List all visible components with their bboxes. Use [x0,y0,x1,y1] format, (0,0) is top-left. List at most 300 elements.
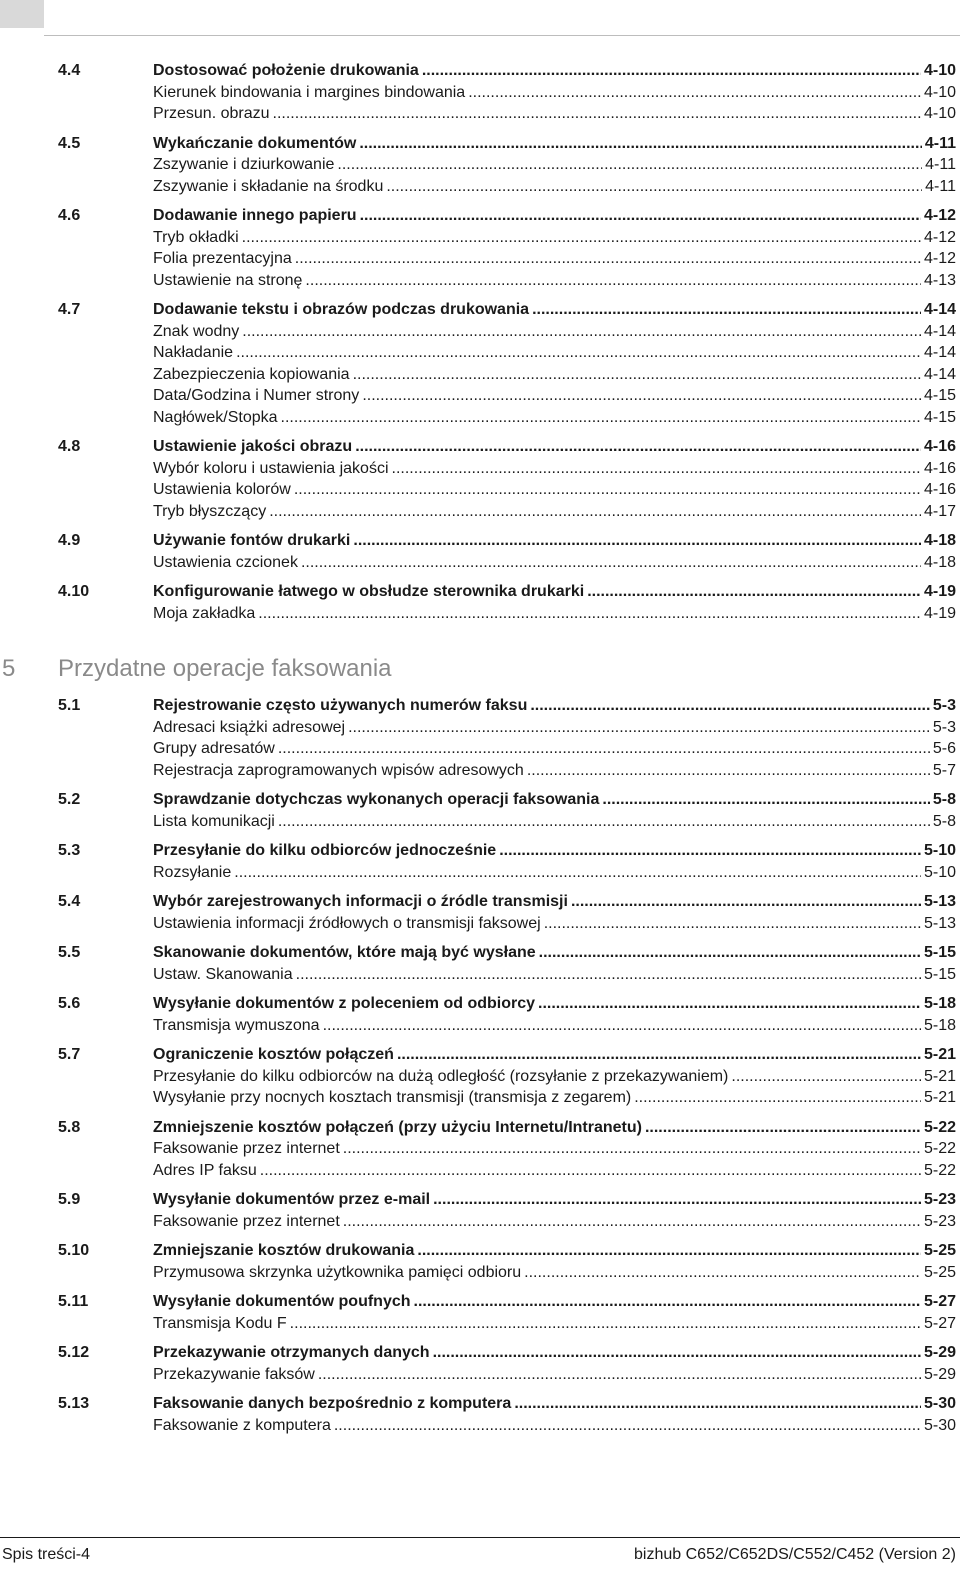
toc-page-number: 5-23 [923,1191,956,1208]
toc-page-number: 5-13 [923,914,956,932]
toc-entry [153,1138,956,1160]
toc-entry-title: Wysyłanie dokumentów poufnych [153,1293,411,1310]
header-tab-marker [0,0,44,28]
toc-dot-leader [392,458,921,480]
toc-page-number: 4-11 [925,177,956,195]
toc-subsection-row[interactable] [0,1138,960,1160]
toc-subsection-row[interactable] [0,385,960,407]
toc-entry-title: Tryb okładki [153,228,239,246]
toc-entry-title: Przesun. obrazu [153,105,270,122]
toc-entry-title: Zabezpieczenia kopiowania [153,365,350,383]
toc-dot-leader [260,1160,921,1182]
toc-entry-title: Ustawienie jakości obrazu [153,438,353,455]
toc-entry-title: Sprawdzanie dotychczas wykonanych operacji faksowania [153,791,600,808]
toc-entry [153,103,956,125]
toc-page-number: 5-22 [923,1118,956,1136]
toc-entry [153,1117,956,1139]
toc-dot-leader [355,436,921,458]
toc-entry [153,738,956,760]
toc-dot-leader [731,1066,921,1088]
toc-section-number: 5.8 [58,1118,81,1136]
toc-page-number: 5-22 [923,1140,956,1157]
toc-entry-title: Przekazywanie otrzymanych danych [153,1344,430,1361]
toc-entry [153,299,956,321]
toc-entry-title: Faksowanie z komputera [153,1416,331,1434]
toc-dot-leader [281,407,921,429]
toc-section-number: 4.10 [58,583,90,600]
toc-section-number: 5.13 [58,1395,90,1412]
toc-dot-leader [544,913,921,935]
toc-dot-leader [645,1117,921,1139]
toc-subsection-row[interactable] [0,603,960,625]
toc-section-row[interactable] [0,530,960,552]
toc-entry [153,862,956,884]
toc-section-number: 5.3 [58,842,81,859]
toc-page-number: 5-18 [923,1016,956,1034]
toc-dot-leader [236,342,921,364]
toc-entry [153,458,956,480]
toc-page-number: 5-25 [923,1242,956,1259]
toc-page-number: 4-14 [923,301,956,318]
toc-page-number: 5-27 [923,1293,956,1310]
toc-page-number: 5-10 [923,842,956,859]
toc-subsection-row[interactable] [0,1313,960,1335]
toc-subsection-row[interactable] [0,811,960,833]
toc-entry [153,133,956,155]
toc-section-number: 4.4 [58,62,81,79]
toc-dot-leader [359,133,922,155]
toc-entry-title: Transmisja wymuszona [153,1016,320,1034]
toc-section-number: 5.1 [58,697,81,714]
toc-subsection-row[interactable] [0,1160,960,1182]
toc-dot-leader [360,205,921,227]
toc-entry [153,581,956,603]
toc-section-row[interactable] [0,299,960,321]
toc-entry [153,479,956,501]
toc-dot-leader [273,103,921,125]
toc-entry [153,176,956,198]
toc-subsection-row[interactable] [0,738,960,760]
toc-dot-leader [343,1211,921,1233]
toc-subsection-row[interactable] [0,717,960,739]
toc-page-number: 4-16 [923,459,956,477]
toc-dot-leader [524,1262,921,1284]
toc-page-number: 5-21 [923,1067,956,1085]
toc-entry-title: Wybór zarejestrowanych informacji o źródle transmisji [153,893,568,910]
toc-entry [153,1211,956,1233]
toc-entry [153,1364,956,1386]
toc-dot-leader [343,1138,921,1160]
footer-rule [0,1537,960,1538]
header-rule [44,35,960,36]
toc-page-number: 5-8 [932,791,956,808]
toc-subsection-row[interactable] [0,1364,960,1386]
toc-entry-title: Folia prezentacyjna [153,250,292,267]
toc-dot-leader [587,581,921,603]
toc-subsection-row[interactable] [0,1015,960,1037]
toc-dot-leader [348,717,930,739]
toc-dot-leader [301,552,921,574]
toc-entry [153,717,956,739]
toc-section-number: 4.6 [58,207,81,224]
toc-entry-title: Rejestrowanie często używanych numerów faksu [153,697,528,714]
toc-section-number: 4.9 [58,532,81,549]
toc-section-number: 5.2 [58,791,81,808]
toc-entry-title: Ustawienie na stronę [153,271,303,289]
toc-entry-title: Skanowanie dokumentów, które mają być wysłane [153,944,536,961]
toc-section-row[interactable] [0,942,960,964]
toc-subsection-row[interactable] [0,1415,960,1437]
footer-product-label: bizhub C652/C652DS/C552/C452 (Version 2) [634,1546,956,1563]
chapter-heading [0,655,960,689]
toc-entry-title: Faksowanie przez internet [153,1140,340,1157]
toc-page-number: 4-12 [923,228,956,246]
toc-entry-title: Faksowanie przez internet [153,1212,340,1230]
toc-dot-leader [532,299,921,321]
toc-dot-leader [530,695,930,717]
toc-dot-leader [397,1044,921,1066]
toc-page-number: 5-6 [932,740,956,757]
toc-page-number: 5-30 [923,1416,956,1434]
toc-entry-title: Nagłówek/Stopka [153,408,278,426]
toc-entry-title: Lista komunikacji [153,812,275,830]
toc-dot-leader [242,227,921,249]
toc-page-number: 4-19 [923,583,956,600]
toc-section-row[interactable] [0,891,960,913]
toc-entry [153,695,956,717]
toc-entry [153,789,956,811]
toc-entry [153,60,956,82]
toc-page-number: 5-23 [923,1212,956,1230]
toc-section-row[interactable] [0,133,960,155]
toc-dot-leader [422,60,921,82]
toc-page-number: 5-18 [923,995,956,1012]
toc-entry [153,1240,956,1262]
toc-entry-title: Ustaw. Skanowania [153,965,293,983]
toc-entry [153,993,956,1015]
toc-section-number: 4.5 [58,134,81,152]
toc-page-number: 5-10 [923,863,956,881]
toc-page-number: 5-15 [923,944,956,961]
toc-entry [153,760,956,782]
toc-page-number: 4-12 [923,207,956,224]
toc-page-number: 4-19 [923,604,956,622]
toc-page-number: 4-11 [925,156,956,173]
toc-subsection-row[interactable] [0,1262,960,1284]
toc-entry [153,1160,956,1182]
toc-section-row[interactable] [0,60,960,82]
toc-entry-title: Faksowanie danych bezpośrednio z komputera [153,1395,512,1412]
toc-page-number: 5-22 [923,1161,956,1179]
toc-dot-leader [417,1240,921,1262]
toc-entry-title: Ustawienia czcionek [153,553,298,571]
toc-entry [153,342,956,364]
toc-subsection-row[interactable] [0,1066,960,1088]
toc-subsection-row[interactable] [0,342,960,364]
toc-page-number: 5-27 [923,1314,956,1332]
toc-entry-title: Adres IP faksu [153,1161,257,1179]
toc-section-number: 5.12 [58,1344,90,1361]
toc-section-row[interactable] [0,205,960,227]
toc-page-number: 4-10 [923,83,956,101]
toc-subsection-row[interactable] [0,458,960,480]
toc-page-number: 4-12 [923,250,956,267]
chapter-title: Przydatne operacje faksowania [58,655,392,682]
toc-chapter-4-section [0,60,960,624]
toc-subsection-row[interactable] [0,407,960,429]
toc-subsection-row[interactable] [0,82,960,104]
toc-dot-leader [337,154,922,176]
toc-subsection-row[interactable] [0,501,960,523]
toc-entry-title: Wysyłanie dokumentów z poleceniem od odbiorcy [153,995,535,1012]
toc-entry [153,385,956,407]
toc-subsection-row[interactable] [0,364,960,386]
toc-entry [153,407,956,429]
toc-subsection-row[interactable] [0,1087,960,1109]
toc-entry-title: Zmniejszenie kosztów połączeń (przy użyciu Internetu/Intranetu) [153,1118,642,1136]
toc-section-number: 5.11 [58,1293,89,1310]
toc-section-row[interactable] [0,1342,960,1364]
toc-entry-title: Wybór koloru i ustawienia jakości [153,459,389,477]
toc-dot-leader [295,248,921,270]
toc-section-number: 5.9 [58,1191,81,1208]
toc-entry-title: Przesyłanie do kilku odbiorców jednocześnie [153,842,497,859]
toc-subsection-row[interactable] [0,154,960,176]
toc-dot-leader [323,1015,921,1037]
toc-entry-title: Rejestracja zaprogramowanych wpisów adresowych [153,761,524,779]
toc-dot-leader [234,862,921,884]
toc-entry [153,321,956,343]
toc-section-row[interactable] [0,840,960,862]
toc-subsection-row[interactable] [0,321,960,343]
toc-dot-leader [353,530,921,552]
toc-chapter-5-section [0,695,960,1436]
toc-page-number: 4-14 [923,344,956,361]
toc-dot-leader [634,1087,921,1109]
toc-entry-title: Ustawienia informacji źródłowych o transmisji faksowej [153,914,541,932]
toc-dot-leader [296,964,921,986]
toc-subsection-row[interactable] [0,248,960,270]
toc-entry-title: Przesyłanie do kilku odbiorców na dużą odległość (rozsyłanie z przekazywaniem) [153,1067,729,1085]
toc-entry [153,552,956,574]
toc-entry [153,840,956,862]
toc-section-row[interactable] [0,1291,960,1313]
toc-section-row[interactable] [0,1117,960,1139]
toc-subsection-row[interactable] [0,552,960,574]
toc-page-number: 4-11 [924,134,956,152]
toc-entry-title: Dostosować położenie drukowania [153,62,419,79]
toc-page-number: 5-3 [932,697,956,714]
toc-entry [153,1291,956,1313]
toc-page-number: 4-13 [923,271,956,289]
toc-entry-title: Ograniczenie kosztów połączeń [153,1046,394,1063]
toc-entry [153,205,956,227]
toc-entry-title: Wysyłanie dokumentów przez e-mail [153,1191,431,1208]
toc-page-number: 5-29 [923,1344,956,1361]
toc-page-number: 5-15 [923,965,956,983]
toc-entry-title: Zszywanie i dziurkowanie [153,156,335,173]
toc-dot-leader [468,82,921,104]
toc-page-number: 5-3 [932,718,956,736]
toc-entry-title: Wysyłanie przy nocnych kosztach transmisji (transmisja z zegarem) [153,1089,632,1106]
toc-subsection-row[interactable] [0,270,960,292]
toc-entry [153,227,956,249]
toc-entry-title: Dodawanie tekstu i obrazów podczas drukowania [153,301,530,318]
toc-page-number: 4-16 [923,438,956,455]
toc-page-number: 4-18 [923,553,956,571]
toc-section-row[interactable] [0,1044,960,1066]
toc-dot-leader [539,942,921,964]
toc-page-number: 4-15 [923,387,956,404]
toc-entry [153,1066,956,1088]
toc-subsection-row[interactable] [0,913,960,935]
toc-subsection-row[interactable] [0,1211,960,1233]
toc-dot-leader [499,840,921,862]
toc-entry [153,913,956,935]
toc-entry [153,603,956,625]
toc-dot-leader [305,270,921,292]
chapter-number: 5 [2,655,16,682]
toc-subsection-row[interactable] [0,862,960,884]
toc-page-number: 5-7 [932,761,956,779]
toc-section-number: 5.4 [58,893,81,910]
toc-entry [153,1393,956,1415]
toc-dot-leader [571,891,921,913]
toc-section-number: 5.7 [58,1046,81,1063]
toc-section-number: 5.6 [58,995,81,1012]
toc-entry [153,1313,956,1335]
toc-entry [153,1342,956,1364]
toc-section-row[interactable] [0,1189,960,1211]
toc-entry [153,891,956,913]
toc-dot-leader [269,501,921,523]
toc-entry-title: Zszywanie i składanie na środku [153,177,384,195]
toc-dot-leader [278,811,930,833]
toc-entry-title: Data/Godzina i Numer strony [153,387,360,404]
toc-section-number: 5.10 [58,1242,90,1259]
toc-entry [153,1087,956,1109]
toc-page-number: 4-14 [923,365,956,383]
toc-page-number: 4-15 [923,408,956,426]
toc-entry-title: Grupy adresatów [153,740,275,757]
toc-page-number: 4-10 [923,62,956,79]
toc-dot-leader [433,1342,921,1364]
toc-page-number: 4-17 [923,502,956,520]
toc-section-row[interactable] [0,1393,960,1415]
toc-dot-leader [318,1364,921,1386]
toc-page-number: 5-21 [923,1089,956,1106]
toc-entry-title: Wykańczanie dokumentów [153,134,357,152]
toc-section-row[interactable] [0,581,960,603]
toc-subsection-row[interactable] [0,479,960,501]
toc-entry [153,364,956,386]
toc-entry [153,436,956,458]
toc-page-number: 5-25 [923,1263,956,1281]
toc-entry [153,1262,956,1284]
toc-dot-leader [386,176,922,198]
toc-dot-leader [334,1415,921,1437]
toc-entry-title: Adresaci książki adresowej [153,718,346,736]
toc-entry-title: Transmisja Kodu F [153,1314,287,1332]
toc-entry [153,1189,956,1211]
toc-entry-title: Znak wodny [153,322,240,340]
toc-entry [153,1015,956,1037]
toc-entry-title: Rozsyłanie [153,863,232,881]
toc-entry [153,964,956,986]
toc-page-number: 5-29 [923,1365,956,1383]
toc-entry-title: Nakładanie [153,344,234,361]
toc-entry-title: Tryb błyszczący [153,502,267,520]
toc-page-number: 5-13 [923,893,956,910]
toc-section-row[interactable] [0,993,960,1015]
footer-section-label: Spis treści-4 [2,1546,91,1563]
toc-dot-leader [602,789,930,811]
toc-section-row[interactable] [0,789,960,811]
toc-entry-title: Moja zakładka [153,604,256,622]
toc-dot-leader [538,993,921,1015]
toc-entry-title: Używanie fontów drukarki [153,532,351,549]
toc-dot-leader [362,385,921,407]
toc-entry [153,82,956,104]
toc-entry-title: Ustawienia kolorów [153,481,291,498]
toc-section-row[interactable] [0,436,960,458]
toc-section-row[interactable] [0,695,960,717]
toc-page-number: 4-16 [923,481,956,498]
toc-subsection-row[interactable] [0,964,960,986]
toc-dot-leader [294,479,921,501]
toc-dot-leader [433,1189,921,1211]
toc-entry [153,1415,956,1437]
toc-entry-title: Kierunek bindowania i margines bindowania [153,83,466,101]
toc-page-number: 5-21 [923,1046,956,1063]
toc-entry [153,530,956,552]
toc-page-number: 4-14 [923,322,956,340]
toc-entry-title: Przymusowa skrzynka użytkownika pamięci odbioru [153,1263,522,1281]
toc-dot-leader [290,1313,921,1335]
toc-dot-leader [527,760,930,782]
toc-entry [153,942,956,964]
toc-page-number: 5-30 [923,1395,956,1412]
toc-section-number: 4.8 [58,438,81,455]
toc-entry [153,501,956,523]
toc-dot-leader [514,1393,921,1415]
toc-dot-leader [353,364,921,386]
toc-section-number: 5.5 [58,944,81,961]
toc-dot-leader [414,1291,921,1313]
toc-dot-leader [278,738,930,760]
toc-page-number: 5-8 [932,812,956,830]
toc-entry [153,248,956,270]
toc-dot-leader [242,321,921,343]
toc-page-number: 4-10 [923,105,956,122]
toc-subsection-row[interactable] [0,103,960,125]
toc-entry [153,811,956,833]
toc-entry-title: Zmniejszanie kosztów drukowania [153,1242,415,1259]
toc-dot-leader [258,603,921,625]
toc-section-number: 4.7 [58,301,81,318]
toc-entry-title: Dodawanie innego papieru [153,207,357,224]
toc-entry-title: Konfigurowanie łatwego w obsłudze sterownika drukarki [153,583,585,600]
toc-entry [153,154,956,176]
toc-page-number: 4-18 [923,532,956,549]
toc-entry-title: Przekazywanie faksów [153,1365,315,1383]
toc-entry [153,1044,956,1066]
toc-entry [153,270,956,292]
toc-subsection-row[interactable] [0,227,960,249]
toc-section-row[interactable] [0,1240,960,1262]
toc-subsection-row[interactable] [0,760,960,782]
toc-subsection-row[interactable] [0,176,960,198]
